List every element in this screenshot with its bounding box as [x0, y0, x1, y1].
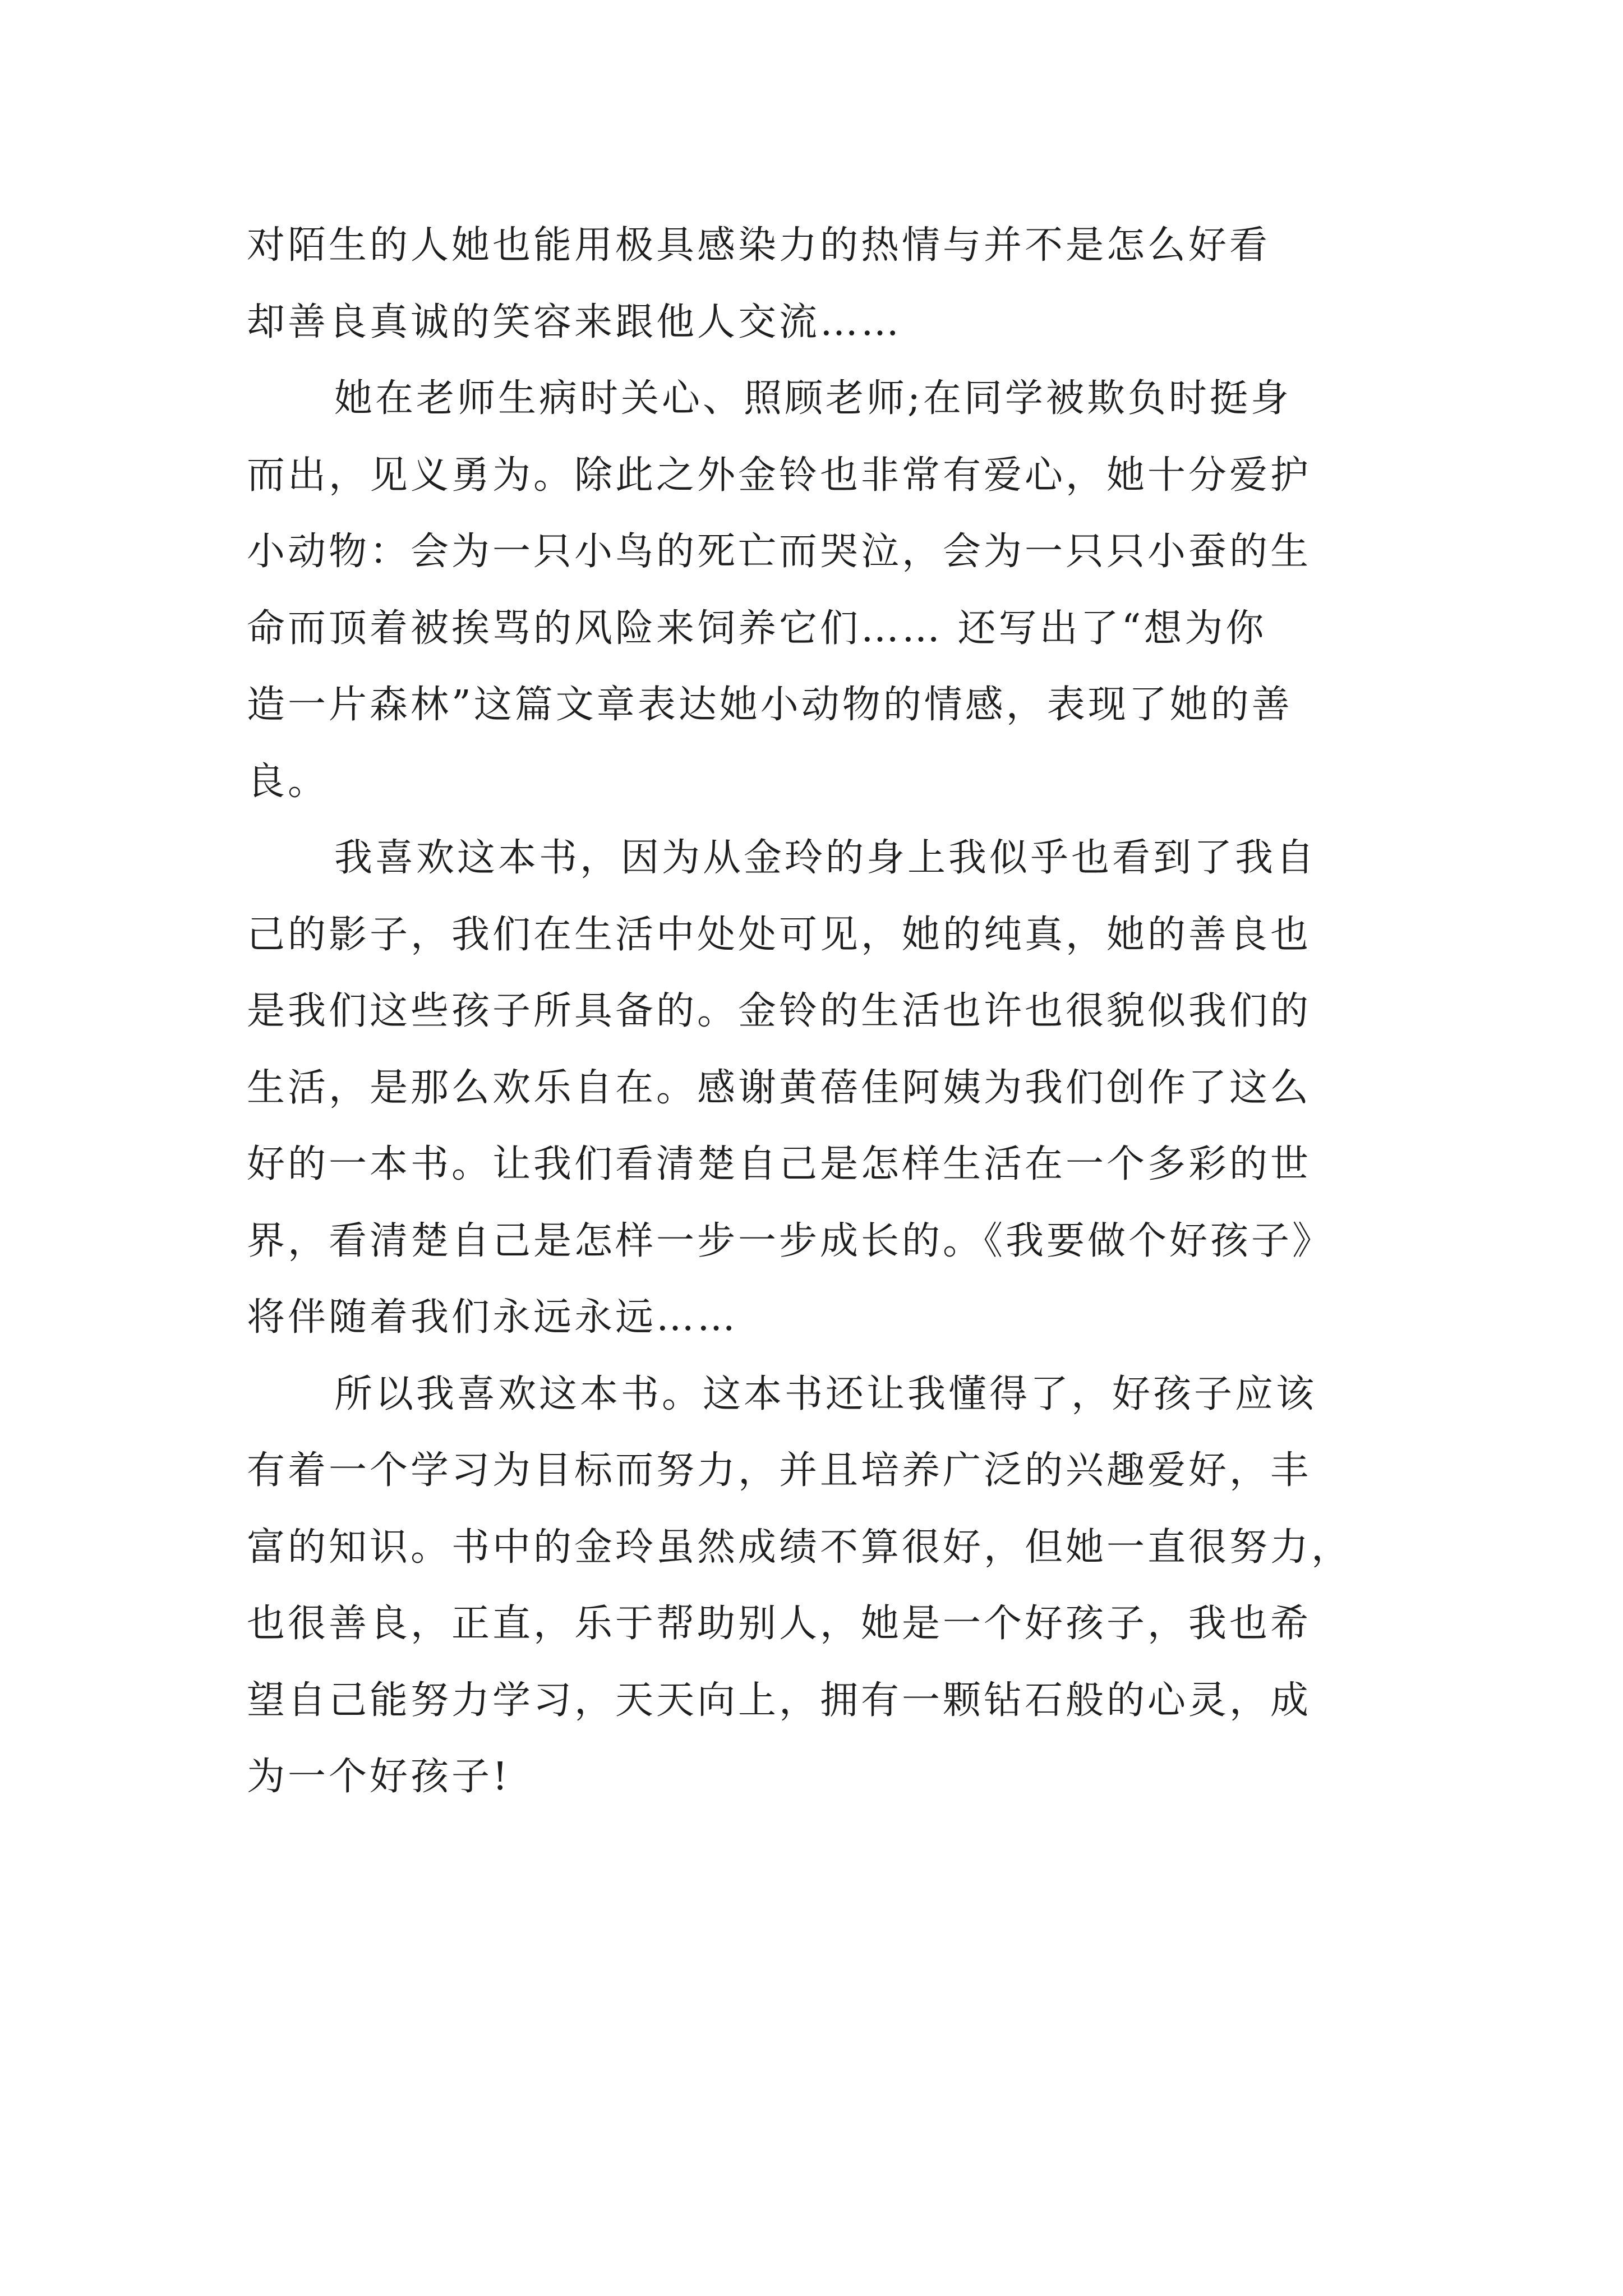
text-line: 造一片森林”这篇文章表达她小动物的情感，表现了她的善 — [247, 683, 1293, 727]
text-line: 小动物：会为一只小鸟的死亡而哭泣，会为一只只小蚕的生 — [247, 530, 1312, 574]
text-line: 有着一个学习为目标而努力，并且培养广泛的兴趣爱好，丰 — [247, 1448, 1312, 1493]
text-line: 己的影子，我们在生活中处处可见，她的纯真，她的善良也 — [247, 912, 1312, 957]
text-line: 却善良真诚的笑容来跟他人交流…… — [247, 300, 902, 344]
text-line: 界，看清楚自己是怎样一步一步成长的。《我要做个好孩子》 — [247, 1218, 1334, 1263]
text-line: 生活，是那么欢乐自在。感谢黄蓓佳阿姨为我们创作了这么 — [247, 1065, 1312, 1110]
text-line: 为一个好孩子! — [247, 1755, 511, 1799]
text-line: 是我们这些孩子所具备的。金铃的生活也许也很貌似我们的 — [247, 989, 1312, 1033]
text-line: 良。 — [247, 759, 329, 804]
text-line: 而出，见义勇为。除此之外金铃也非常有爱心，她十分爱护 — [247, 453, 1312, 498]
text-line: 好的一本书。让我们看清楚自己是怎样生活在一个多彩的世 — [247, 1142, 1312, 1186]
body-text — [247, 208, 1385, 1816]
paragraph-start-line: 她在老师生病时关心、照顾老师;在同学被欺负时挺身 — [334, 376, 1292, 421]
text-line: 命而顶着被挨骂的风险来饲养它们…… 还写出了“想为你 — [247, 606, 1267, 651]
text-line: 富的知识。书中的金玲虽然成绩不算很好，但她一直很努力， — [247, 1525, 1353, 1570]
text-line: 将伴随着我们永远永远…… — [247, 1295, 739, 1340]
paragraph-start-line: 我喜欢这本书，因为从金玲的身上我似乎也看到了我自 — [334, 836, 1317, 880]
text-line: 望自己能努力学习，天天向上，拥有一颗钻石般的心灵，成 — [247, 1678, 1312, 1723]
text-line: 对陌生的人她也能用极具感染力的热情与并不是怎么好看 — [247, 223, 1271, 268]
paragraph-start-line: 所以我喜欢这本书。这本书还让我懂得了，好孩子应该 — [334, 1372, 1317, 1416]
text-line: 也很善良，正直，乐于帮助别人，她是一个好孩子，我也希 — [247, 1602, 1312, 1646]
